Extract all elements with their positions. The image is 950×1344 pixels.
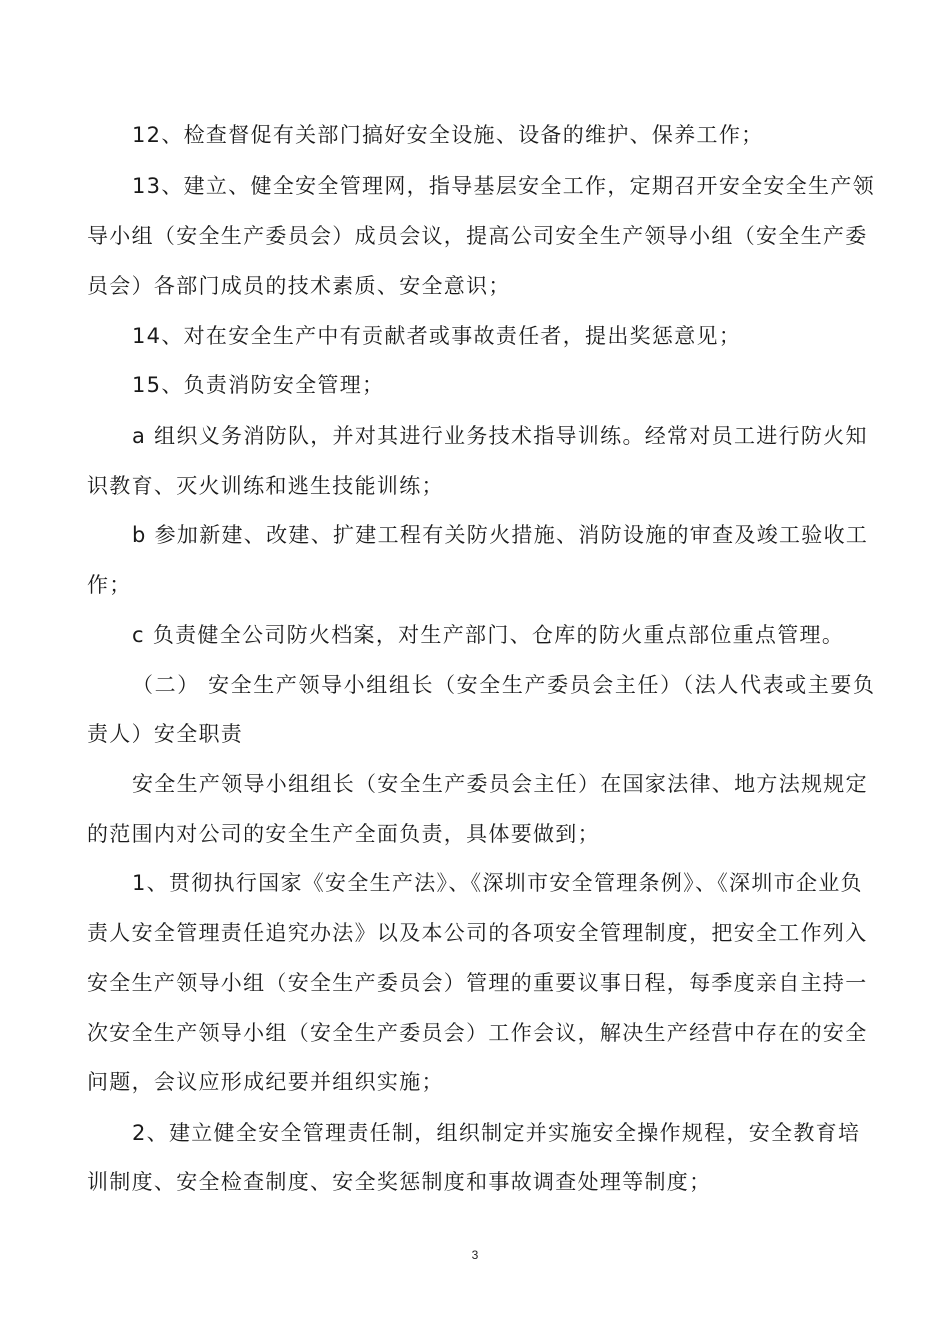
- item-a-line-1: a 组织义务消防队，并对其进行业务技术指导训练。经常对员工进行防火知: [132, 424, 868, 448]
- paragraph-13-line-3: 员会）各部门成员的技术素质、安全意识；: [87, 274, 511, 298]
- duty-1-line-3: 安全生产领导小组（安全生产委员会）管理的重要议事日程，每季度亲自主持一: [87, 971, 868, 995]
- item-c-line-1: c 负责健全公司防火档案，对生产部门、仓库的防火重点部位重点管理。: [132, 623, 845, 647]
- page-number: 3: [471, 1248, 479, 1262]
- paragraph-13-line-2: 导小组（安全生产委员会）成员会议，提高公司安全生产领导小组（安全生产委: [87, 224, 868, 248]
- intro-paragraph-line-1: 安全生产领导小组组长（安全生产委员会主任）在国家法律、地方法规规定: [132, 772, 868, 796]
- duty-1-line-4: 次安全生产领导小组（安全生产委员会）工作会议，解决生产经营中存在的安全: [87, 1021, 868, 1045]
- duty-2-line-1: 2、建立健全安全管理责任制，组织制定并实施安全操作规程，安全教育培: [132, 1121, 861, 1145]
- item-a-line-2: 识教育、灭火训练和逃生技能训练；: [87, 474, 444, 498]
- section-heading-line-1: （二） 安全生产领导小组组长（安全生产委员会主任）（法人代表或主要负: [132, 673, 876, 697]
- section-heading-line-2: 责人）安全职责: [87, 722, 244, 746]
- duty-2-line-2: 训制度、安全检查制度、安全奖惩制度和事故调查处理等制度；: [87, 1170, 712, 1194]
- paragraph-15-line-1: 15、负责消防安全管理；: [132, 373, 385, 397]
- intro-paragraph-line-2: 的范围内对公司的安全生产全面负责，具体要做到；: [87, 822, 600, 846]
- paragraph-13-line-1: 13、建立、健全安全管理网，指导基层安全工作，定期召开安全安全生产领: [132, 174, 875, 198]
- duty-1-line-2: 责人安全管理责任追究办法》以及本公司的各项安全管理制度，把安全工作列入: [87, 921, 868, 945]
- paragraph-14-line-1: 14、对在安全生产中有贡献者或事故责任者，提出奖惩意见；: [132, 324, 742, 348]
- duty-1-line-5: 问题，会议应形成纪要并组织实施；: [87, 1070, 444, 1094]
- paragraph-12-line-1: 12、检查督促有关部门搞好安全设施、设备的维护、保养工作；: [132, 123, 764, 147]
- item-b-line-1: b 参加新建、改建、扩建工程有关防火措施、消防设施的审查及竣工验收工: [132, 523, 869, 547]
- duty-1-line-1: 1、贯彻执行国家《安全生产法》、《深圳市安全管理条例》、《深圳市企业负: [132, 871, 863, 895]
- item-b-line-2: 作；: [87, 573, 132, 597]
